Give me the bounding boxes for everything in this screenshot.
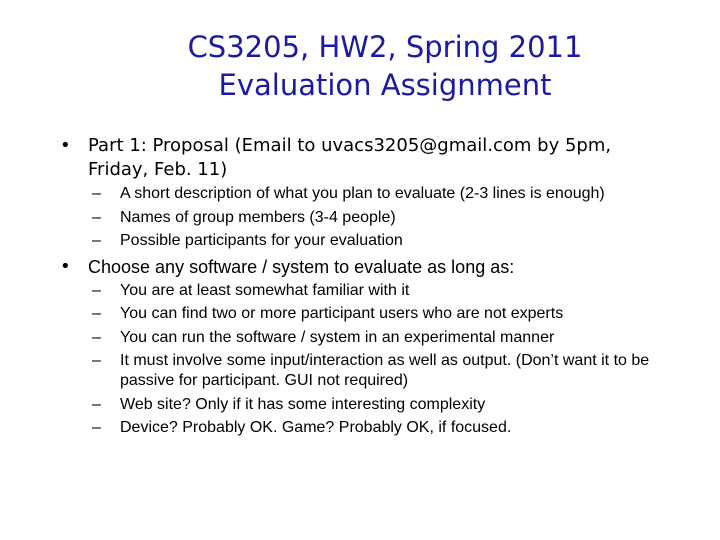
dash-marker: –: [92, 305, 101, 322]
dash-marker: –: [92, 281, 101, 299]
dash-marker: –: [92, 185, 101, 202]
sub-bullet-text: You can find two or more participant users who are not experts: [120, 305, 564, 322]
title-line-2: Evaluation Assignment: [218, 68, 552, 102]
sub-bullet-text: It must involve some input/interaction as well as output. (Don’t want it to be passive for participant. GUI not required): [120, 352, 650, 389]
sub-bullet-list: [60, 281, 660, 439]
slide-title: [120, 28, 650, 104]
dash-marker: –: [92, 232, 101, 249]
sub-bullet-text: A short description of what you plan to evaluate (2-3 lines is enough): [120, 185, 605, 202]
bullet-text: Choose any software / system to evaluate as long as:: [88, 256, 515, 277]
sub-bullet-text: Device? Probably OK. Game? Probably OK, if focused.: [120, 419, 512, 436]
dash-marker: –: [92, 419, 101, 436]
sub-bullet-list: [60, 184, 660, 251]
sub-bullet-text: Possible participants for your evaluation: [120, 232, 403, 249]
dash-marker: –: [92, 395, 101, 413]
sub-bullet-item: [60, 395, 660, 415]
sub-bullet-item: [60, 208, 660, 228]
sub-bullet-item: [60, 304, 660, 324]
sub-bullet-item: [60, 281, 660, 301]
sub-bullet-text: You can run the software / system in an experimental manner: [120, 328, 555, 346]
sub-bullet-text: Names of group members (3-4 people): [120, 208, 396, 226]
bullet-dot: •: [60, 135, 71, 156]
dash-marker: –: [92, 208, 101, 226]
sub-bullet-text: Web site? Only if it has some interesting complexity: [120, 395, 486, 413]
sub-bullet-item: [60, 184, 660, 204]
bullet-item: [60, 255, 660, 279]
bullet-item: [60, 134, 660, 182]
dash-marker: –: [92, 328, 101, 346]
sub-bullet-item: [60, 231, 660, 251]
bullet-text: Part 1: Proposal (Email to uvacs3205@gmail.com by 5pm, Friday, Feb. 11): [88, 135, 612, 180]
sub-bullet-item: [60, 418, 660, 438]
sub-bullet-text: You are at least somewhat familiar with it: [120, 281, 410, 299]
sub-bullet-item: [60, 328, 660, 348]
bullet-dot: •: [60, 255, 71, 277]
dash-marker: –: [92, 352, 101, 369]
title-line-1: CS3205, HW2, Spring 2011: [187, 30, 583, 64]
sub-bullet-item: [60, 351, 660, 391]
slide-body: [60, 134, 660, 442]
